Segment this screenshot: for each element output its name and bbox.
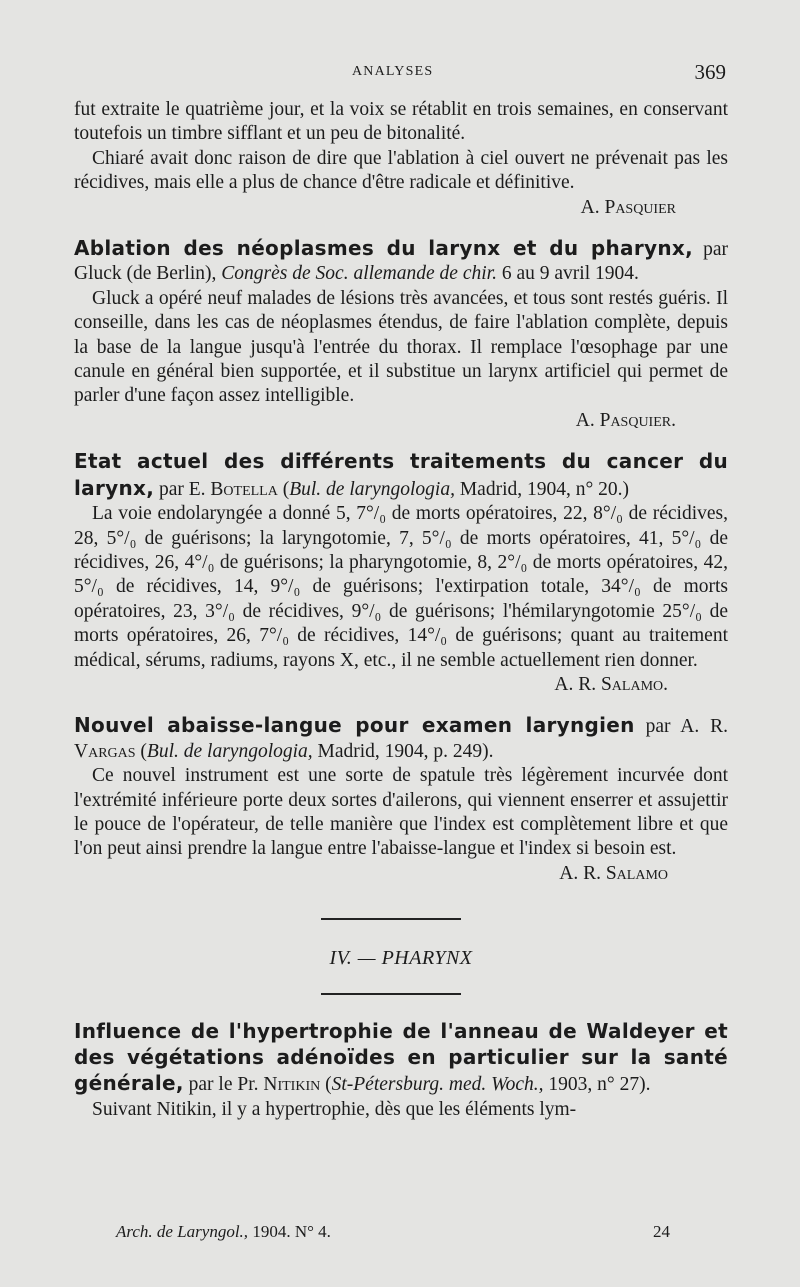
article-source-details: Madrid, 1904, p. 249).: [317, 740, 494, 762]
article-signature: A. Pasquier.: [575, 409, 676, 431]
article-title: Nouvel abaisse-langue pour examen laryngien: [74, 713, 635, 738]
article-title: Influence de l'hypertrophie de l'anneau de Waldeyer et des végétations adénoïdes en particulier sur la santé générale,: [74, 1018, 728, 1096]
article-date: 6 au 9 avril 1904.: [501, 263, 639, 285]
page-number: 369: [694, 60, 726, 84]
article-source: St-Pétersburg. med. Woch.,: [331, 1074, 544, 1096]
article-source: Bul. de laryngologia,: [289, 478, 455, 500]
article-body: Suivant Nitikin, il y a hypertrophie, dès que les éléments lym-: [92, 1098, 577, 1120]
article-source: Bul. de laryngologia,: [146, 740, 313, 762]
running-title: ANALYSES: [352, 64, 434, 79]
article-title: Etat actuel des différents traitements du cancer du larynx,: [74, 449, 728, 500]
page-footer: [116, 1222, 670, 1242]
article-heading: Influence de l'hypertrophie de l'anneau de Waldeyer et des végétations adénoïdes en particulier sur la santé générale, par le Pr. Nitikin (St-Pétersburg. med. Woch., 1903, n° 27).: [74, 1018, 728, 1096]
article-body: Gluck a opéré neuf malades de lésions très avancées, et tous sont restés guéris. Il conseille, dans les cas de néoplasmes étendus, de faire l'ablation complète, depuis la base de la langue jusqu'à l'entrée du thorax. Il remplace l'œsophage par une canule en général bien supportée, et il substitue un larynx artificiel qui permet de parler d'une façon assez intelligible.: [74, 287, 728, 407]
article-signature: A. R. Salamo.: [554, 673, 668, 695]
article-source: Congrès de Soc. allemande de chir.: [221, 263, 497, 285]
section-divider: [321, 918, 461, 920]
article-author: Nitikin: [263, 1074, 321, 1096]
article-entry: [74, 713, 728, 886]
article-continuation-paragraph: Chiaré avait donc raison de dire que l'ablation à ciel ouvert ne prévenait pas les récidives, mais elle a plus de chance d'être radicale et définitive.: [74, 147, 728, 194]
article-entry: [74, 1019, 728, 1123]
article-byline: par Gluck (de Berlin),: [74, 239, 729, 285]
article-continuation-paragraph: fut extraite le quatrième jour, et la voix se rétablit en trois semaines, en conservant toutefois un timbre sifflant et un peu de bitonalité.: [74, 99, 728, 145]
footer-journal: Arch. de Laryngol.,: [116, 1222, 249, 1241]
section-heading: IV. — PHARYNX: [329, 947, 473, 970]
article-title: Ablation des néoplasmes du larynx et du pharynx,: [74, 236, 693, 261]
article-author: Botella: [210, 478, 278, 500]
section-divider: [321, 993, 461, 995]
article-source-details: Madrid, 1904, n° 20.): [459, 478, 630, 500]
footer-issue: 1904. N° 4.: [252, 1222, 331, 1241]
article-body: Ce nouvel instrument est une sorte de spatule très légèrement incurvée dont l'extrémité inférieure porte deux sortes d'ailerons, qui viennent enserrer et assujettir le pouce de l'opérateur, de telle manière que l'index est complètement libre et que l'on peut ainsi prendre la langue entre l'abaisse-langue et l'index si besoin est.: [74, 765, 728, 860]
article-entry: [74, 236, 728, 433]
article-heading: Etat actuel des différents traitements du cancer du larynx, par E. Botella (Bul. de laryngologia, Madrid, 1904, n° 20.): [74, 449, 728, 500]
article-signature: A. Pasquier: [580, 196, 676, 218]
article-author: Vargas: [74, 740, 136, 762]
page-body: [74, 98, 728, 1122]
footer-sheet-number: 24: [653, 1222, 670, 1241]
page-header: [0, 60, 800, 88]
article-signature: A. R. Salamo: [559, 862, 668, 884]
article-entry: [74, 449, 728, 697]
article-heading: [74, 236, 728, 287]
article-body: La voie endolaryngée a donné 5, 7°/₀ de morts opératoires, 22, 8°/₀ de récidives, 28, 5°/₀ de guérisons; la laryngotomie, 7, 5°/₀ de morts opératoires, 41, 5°/₀ de récidives, 26, 4°/₀ de guérisons; la pharyngotomie, 8, 2°/₀ de morts opératoires, 42, 5°/₀ de récidives, 14, 9°/₀ de guérisons; l'extirpation totale, 34°/₀ de morts opératoires, 23, 3°/₀ de récidives, 9°/₀ de guérisons; l'hémilaryngotomie 25°/₀ de morts opératoires, 26, 7°/₀ de récidives, 14°/₀ de guérisons; quant au traitement médical, sérums, radiums, rayons X, etc., il ne semble actuellement rien donner.: [74, 503, 728, 671]
article-byline: par le Pr.: [188, 1074, 259, 1096]
article-byline: par E.: [158, 478, 206, 500]
article-heading: Nouvel abaisse-langue pour examen laryngien par A. R. Vargas (Bul. de laryngologia, Madrid, 1904, p. 249).: [74, 713, 728, 762]
article-source-details: 1903, n° 27).: [548, 1074, 651, 1096]
article-byline: par A. R.: [645, 716, 728, 738]
